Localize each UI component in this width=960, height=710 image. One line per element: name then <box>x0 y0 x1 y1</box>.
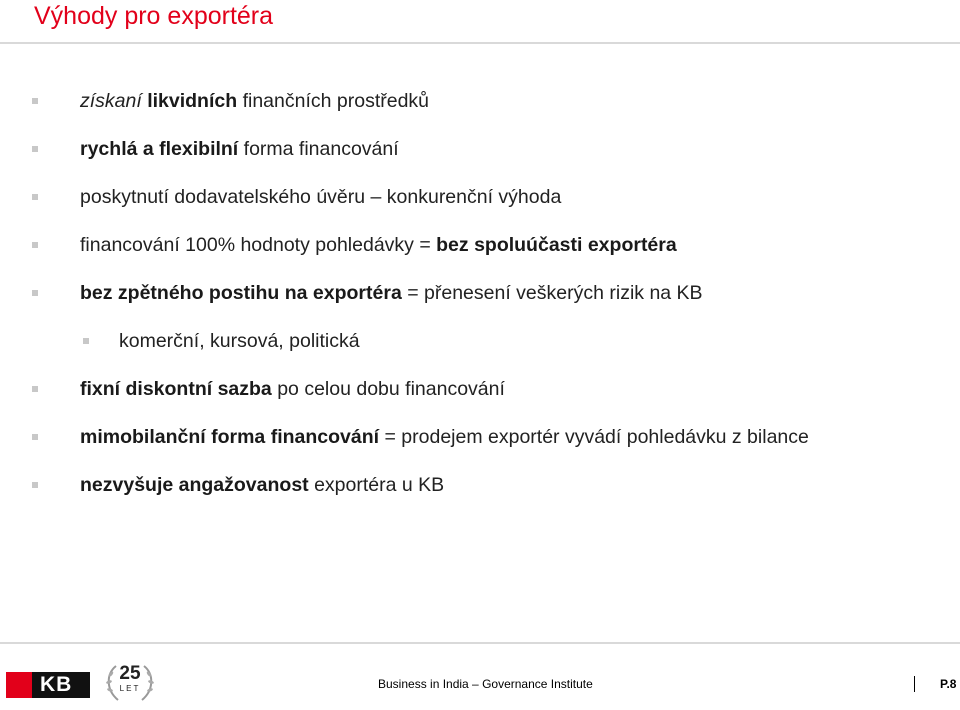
bullet-segment: exportéra u KB <box>308 474 445 496</box>
bullet-square-icon <box>32 482 38 488</box>
bullet-text <box>119 326 360 356</box>
bullet-text <box>80 278 703 308</box>
logo-red-square <box>6 672 32 698</box>
bullet-segment: mimobilanční forma financování <box>80 426 380 448</box>
bullet-square-icon <box>32 146 38 152</box>
bullet-segment: nezvyšuje angažovanost <box>80 474 309 496</box>
footer-divider <box>0 642 960 644</box>
bullet-square-icon <box>32 386 38 392</box>
anniversary-number: 25 <box>119 663 141 684</box>
bullet-segment: = přenesení veškerých rizik na KB <box>401 282 703 304</box>
bullet-segment: likvidních <box>147 90 238 112</box>
bullet-square-icon <box>32 98 38 104</box>
bullet-segment: rychlá a flexibilní <box>80 138 239 160</box>
bullet-segment: bez spoluúčasti exportéra <box>436 234 677 256</box>
logo-text: KB <box>40 673 73 696</box>
bullet-segment: finančních prostředků <box>237 90 430 112</box>
bullet-segment: po celou dobu financování <box>271 378 505 400</box>
bullet-text <box>80 422 809 452</box>
bullet-text <box>80 182 561 212</box>
slide-title: Výhody pro exportéra <box>34 2 274 30</box>
bullet-square-icon <box>32 242 38 248</box>
bullet-segment: bez zpětného postihu na exportéra <box>80 282 402 304</box>
bullet-square-icon <box>32 194 38 200</box>
title-divider <box>0 42 960 44</box>
page-number: P.8 <box>940 677 957 691</box>
bullet-text <box>80 86 429 116</box>
bullet-text <box>80 374 505 404</box>
bullet-square-icon <box>32 290 38 296</box>
bullet-square-icon <box>83 338 89 344</box>
bullet-segment: komerční, kursová, politická <box>119 330 360 352</box>
bullet-text <box>80 134 399 164</box>
bullet-text <box>80 230 677 260</box>
bullet-segment: = prodejem exportér vyvádí pohledávku z bilance <box>379 426 809 448</box>
bullet-square-icon <box>32 434 38 440</box>
footer-text: Business in India – Governance Institute <box>378 677 593 691</box>
anniversary-label: LET <box>119 684 141 693</box>
bullet-segment: forma financování <box>238 138 399 160</box>
bullet-text <box>80 470 444 500</box>
bullet-segment: fixní diskontní sazba <box>80 378 272 400</box>
footer-separator <box>914 676 915 692</box>
bullet-segment: získaní <box>80 90 148 112</box>
anniversary-badge <box>102 660 158 704</box>
bullet-segment: financování 100% hodnoty pohledávky = <box>80 234 437 256</box>
bullet-segment: poskytnutí dodavatelského úvěru – konkurenční výhoda <box>80 186 562 208</box>
